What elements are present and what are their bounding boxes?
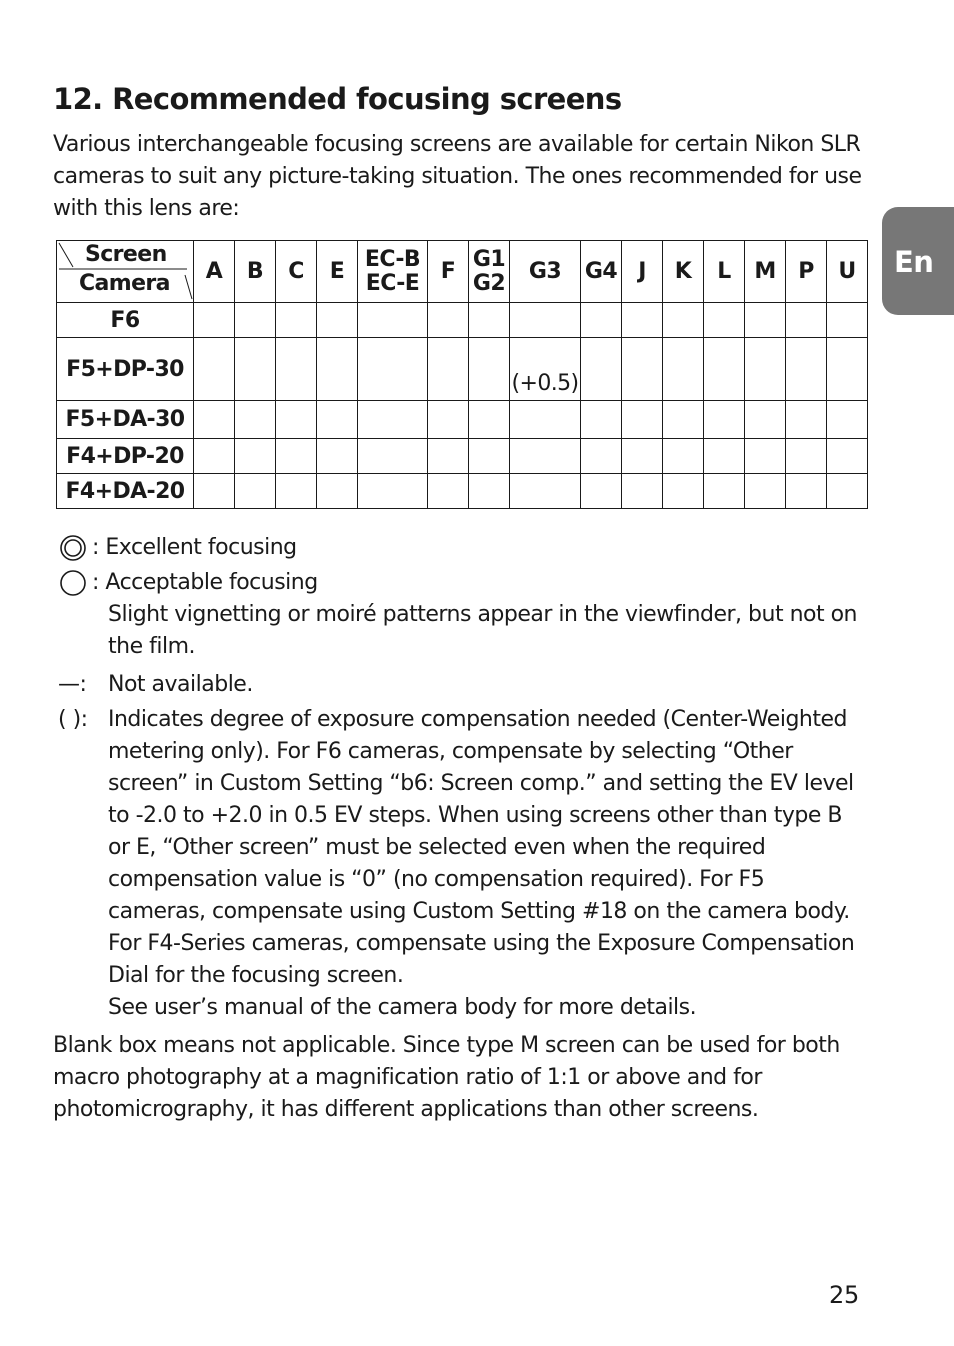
- legend-text: Not available.: [108, 672, 253, 697]
- table-cell: [581, 303, 622, 338]
- table-cell: [358, 474, 428, 509]
- column-header: [581, 241, 622, 303]
- table-cell: [704, 338, 745, 401]
- table-cell: [786, 474, 827, 509]
- column-header-text: J: [638, 258, 646, 284]
- column-header-text: G1: [472, 246, 506, 272]
- table-cell: [622, 474, 663, 509]
- table-cell: [745, 303, 786, 338]
- column-header-text: EC-B: [364, 246, 421, 272]
- corner-screen-label: Screen: [85, 242, 167, 267]
- table-cell: [276, 338, 317, 401]
- table-cell: [786, 303, 827, 338]
- table-cell: [745, 439, 786, 474]
- table-cell: [510, 439, 581, 474]
- table-cell: [663, 338, 704, 401]
- table-cell: [704, 474, 745, 509]
- column-header-text: U: [838, 258, 856, 284]
- table-cell: [428, 338, 469, 401]
- table-cell: [428, 303, 469, 338]
- table-cell: [745, 474, 786, 509]
- focusing-screen-table: [56, 240, 868, 509]
- column-header-text: C: [288, 258, 304, 284]
- corner-camera-label: Camera: [79, 271, 170, 296]
- table-row: [57, 338, 868, 401]
- table-cell: [827, 474, 868, 509]
- table-cell: [276, 401, 317, 439]
- column-header-text: A: [205, 258, 223, 284]
- table-cell: [510, 401, 581, 439]
- table-cell: [663, 474, 704, 509]
- column-header: [745, 241, 786, 303]
- column-header: [428, 241, 469, 303]
- table-cell: [704, 439, 745, 474]
- closing-paragraph: Blank box means not applicable. Since type M screen can be used for both macro photography at a magnification ratio of 1:1 or above and for photomicrography, it has different applications than other screens.: [53, 1033, 840, 1122]
- table-cell: [704, 303, 745, 338]
- column-header: [317, 241, 358, 303]
- table-cell: [510, 474, 581, 509]
- table-cell: [827, 338, 868, 401]
- table-cell: [317, 401, 358, 439]
- legend-item: [58, 704, 858, 1020]
- table-cell: [235, 474, 276, 509]
- column-header: [827, 241, 868, 303]
- table-cell: [469, 338, 510, 401]
- table-cell: [276, 439, 317, 474]
- column-header-text: K: [674, 258, 692, 284]
- camera-label: F5+DP-30: [57, 338, 194, 401]
- table-cell: [581, 401, 622, 439]
- language-tab-label: En: [894, 245, 934, 279]
- column-header-text: EC-E: [365, 270, 420, 296]
- column-header-text: B: [246, 258, 264, 284]
- legend-mark: ( ):: [58, 707, 88, 732]
- legend-item: [58, 669, 858, 701]
- table-cell: [622, 303, 663, 338]
- column-header: [663, 241, 704, 303]
- legend-item: [58, 567, 858, 663]
- table-cell: [428, 401, 469, 439]
- table-cell: (+0.5): [510, 338, 581, 401]
- legend-item: [58, 532, 858, 564]
- column-header: [194, 241, 235, 303]
- table-cell: [663, 303, 704, 338]
- legend-mark: —:: [58, 672, 87, 697]
- column-header-text: L: [717, 258, 731, 284]
- table-cell: [827, 303, 868, 338]
- table-row: [57, 303, 868, 338]
- table-cell: [663, 401, 704, 439]
- table-corner-cell: [57, 241, 194, 303]
- column-header: [235, 241, 276, 303]
- table-cell: [622, 401, 663, 439]
- table-cell: [469, 439, 510, 474]
- column-header-text: P: [798, 258, 814, 284]
- table-header-row: [57, 241, 868, 303]
- page-title: 12. Recommended focusing screens: [53, 82, 622, 116]
- table-cell: [786, 401, 827, 439]
- table-row: [57, 474, 868, 509]
- table-cell: [581, 474, 622, 509]
- camera-label: F4+DA-20: [57, 474, 194, 509]
- table-cell: [745, 338, 786, 401]
- table-cell: [469, 401, 510, 439]
- table-cell: [358, 439, 428, 474]
- table-cell: [358, 338, 428, 401]
- table-cell: [704, 401, 745, 439]
- table-cell: [581, 439, 622, 474]
- column-header: [510, 241, 581, 303]
- camera-label: F6: [57, 303, 194, 338]
- table-cell: [428, 474, 469, 509]
- column-header: [786, 241, 827, 303]
- table-row: [57, 439, 868, 474]
- table-cell: [827, 439, 868, 474]
- table-cell: [827, 401, 868, 439]
- table-cell: [235, 401, 276, 439]
- camera-label: F5+DA-30: [57, 401, 194, 439]
- column-header-text: G4: [584, 258, 618, 284]
- table-cell: [235, 439, 276, 474]
- table-cell: [510, 303, 581, 338]
- legend-text: : Acceptable focusing Slight vignetting or moiré patterns appear in the viewfinder, but not on the film.: [92, 570, 857, 659]
- column-header-text: F: [440, 258, 456, 284]
- table-cell: [622, 338, 663, 401]
- table-cell: [194, 439, 235, 474]
- table-cell: [317, 303, 358, 338]
- table-cell: [745, 401, 786, 439]
- table-cell: [358, 303, 428, 338]
- column-header: [469, 241, 510, 303]
- camera-label: F4+DP-20: [57, 439, 194, 474]
- table-cell: [235, 303, 276, 338]
- table-cell: [358, 401, 428, 439]
- table-cell: [622, 439, 663, 474]
- page-number: 25: [829, 1281, 859, 1309]
- table-cell: [317, 474, 358, 509]
- intro-paragraph: Various interchangeable focusing screens are available for certain Nikon SLR cameras to suit any picture-taking situation. The ones recommended for use with this lens are:: [53, 132, 862, 221]
- language-tab: [882, 207, 954, 315]
- table-cell: [194, 401, 235, 439]
- table-cell: [469, 303, 510, 338]
- table-cell: [276, 474, 317, 509]
- table-cell: [276, 303, 317, 338]
- table-cell: [469, 474, 510, 509]
- table-cell: [786, 338, 827, 401]
- column-header-text: G3: [528, 258, 562, 284]
- table-cell: [786, 439, 827, 474]
- table-cell: [194, 303, 235, 338]
- column-header: [704, 241, 745, 303]
- legend-text: : Excellent focusing: [92, 535, 297, 560]
- table-cell: [428, 439, 469, 474]
- table-cell: [194, 474, 235, 509]
- column-header-text: M: [754, 258, 776, 284]
- column-header: [276, 241, 317, 303]
- table-cell: [663, 439, 704, 474]
- table-cell: [235, 338, 276, 401]
- column-header: [622, 241, 663, 303]
- table-cell: [194, 338, 235, 401]
- table-cell: [317, 338, 358, 401]
- column-header-text: E: [329, 258, 345, 284]
- column-header-text: G2: [472, 270, 506, 296]
- table-cell: [581, 338, 622, 401]
- legend-text: Indicates degree of exposure compensation needed (Center-Weighted metering only). For F6 cameras, compensate by selecting “Other screen” in Custom Setting “b6: Screen comp.” and setting the EV level to -2.0 to +2.0 in 0.5 EV steps. When using screens other than type B or E, “Other screen” must be selected even when the required compensation value is “0” (no compensation required). For F5 cameras, compensate using Custom Setting #18 on the camera body. For F4-Series cameras, compensate using the Exposure Compensation Dial for the focusing screen. See user’s manual of the camera body for more details.: [108, 707, 855, 1020]
- table-cell: [317, 439, 358, 474]
- table-row: [57, 401, 868, 439]
- column-header: [358, 241, 428, 303]
